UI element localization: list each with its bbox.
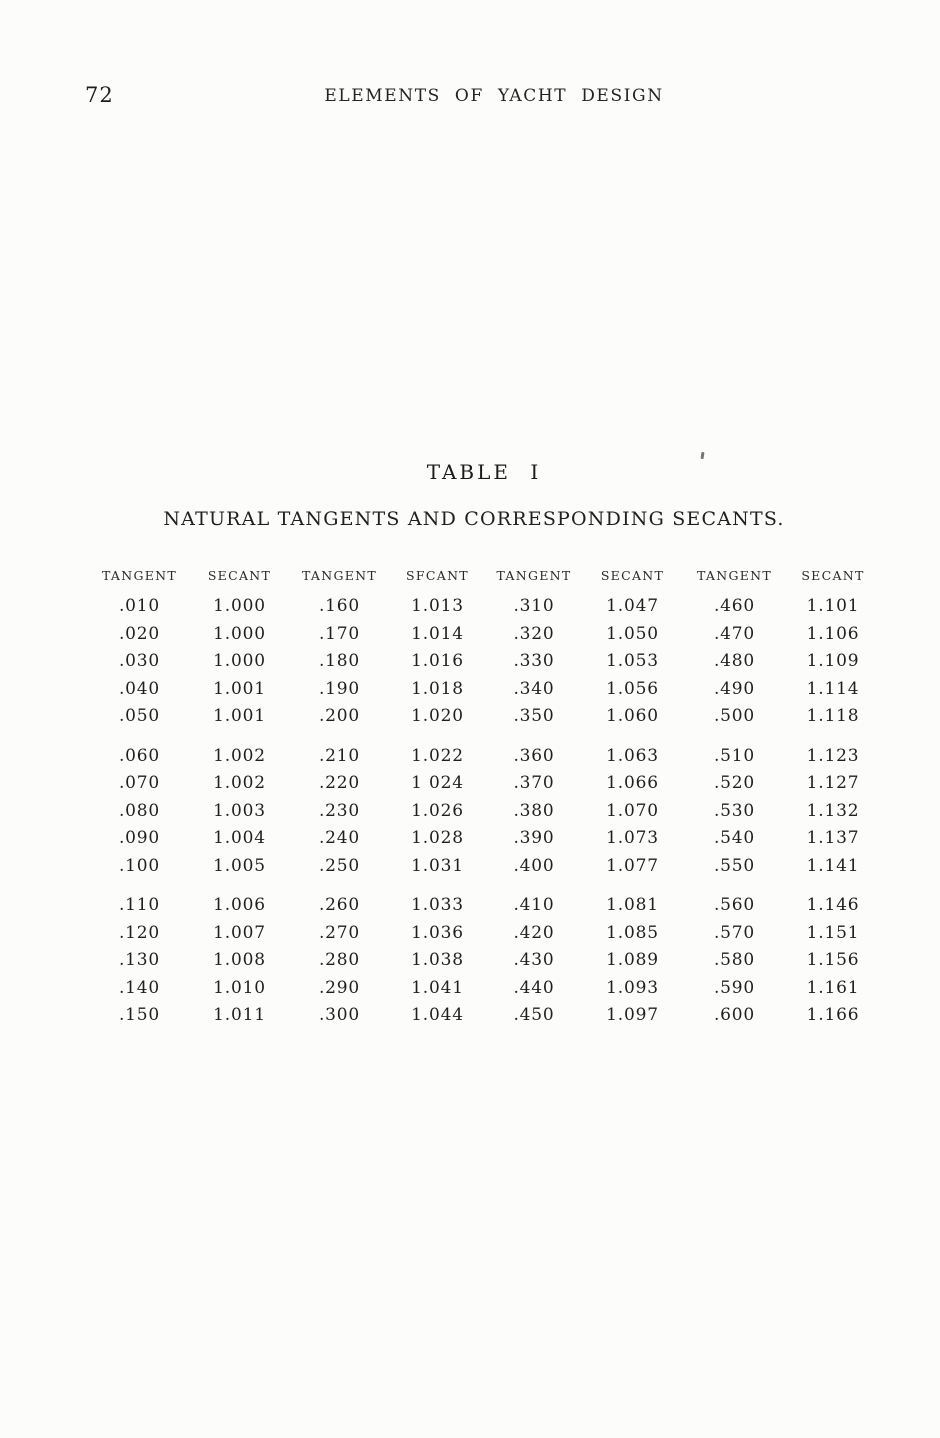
tangent-value: .270 <box>318 922 361 943</box>
tangent-column-header: TANGENT <box>301 568 378 583</box>
secant-column-header: SFCANT <box>406 568 469 583</box>
secant-value: 1.002 <box>213 745 266 766</box>
secant-value: 1.077 <box>606 855 659 876</box>
table-row <box>90 770 880 798</box>
tangent-value: .130 <box>118 950 161 970</box>
table-subtitle: NATURAL TANGENTS AND CORRESPONDING SECANTS. <box>163 508 785 530</box>
tangent-value: .220 <box>318 773 361 793</box>
secant-value: 1.047 <box>606 596 659 616</box>
secant-value: 1.127 <box>806 773 860 793</box>
tangent-value: .170 <box>318 623 361 644</box>
secant-value: 1.020 <box>411 706 464 726</box>
secant-value: 1.097 <box>606 1005 659 1025</box>
tangent-value: .240 <box>318 828 361 848</box>
secant-value: 1.016 <box>411 651 464 671</box>
secant-value: 1.041 <box>411 977 464 998</box>
secant-value: 1.011 <box>213 1005 266 1025</box>
secant-value: 1.132 <box>806 800 860 821</box>
secant-value: 1.038 <box>411 950 464 970</box>
secant-value: 1.141 <box>806 855 860 876</box>
tangent-value: .110 <box>118 895 161 915</box>
tangent-value: .140 <box>118 977 161 998</box>
secant-value: 1.036 <box>411 922 464 943</box>
secant-value: 1.006 <box>213 895 266 915</box>
secant-value: 1.013 <box>411 596 464 616</box>
secant-value: 1.156 <box>806 950 860 970</box>
tangent-value: .210 <box>318 745 361 766</box>
tangent-column-header: TANGENT <box>101 568 178 583</box>
table-row <box>90 947 880 975</box>
tangent-value: .090 <box>118 828 161 848</box>
tangent-value: .320 <box>513 623 555 644</box>
tangent-value: .120 <box>118 922 161 943</box>
secant-column-header: SECANT <box>207 568 272 583</box>
secant-value: 1.028 <box>411 828 464 848</box>
secant-value: 1.089 <box>606 950 659 970</box>
secant-value: 1.085 <box>606 922 659 943</box>
tangent-value: .010 <box>118 596 161 616</box>
secant-value: 1.018 <box>411 678 464 699</box>
tangent-value: .560 <box>713 895 756 915</box>
secant-value: 1.073 <box>606 828 659 848</box>
tangent-value: .420 <box>513 922 555 943</box>
tangent-value: .020 <box>118 623 161 644</box>
secant-value: 1.031 <box>411 855 464 876</box>
table-row-block <box>90 593 880 731</box>
tangent-value: .280 <box>318 950 361 970</box>
secant-column-header: SECANT <box>600 568 665 583</box>
table-title: TABLE I <box>426 460 542 484</box>
tangent-value: .050 <box>118 706 161 726</box>
secant-column-header: SECANT <box>801 568 865 583</box>
secant-value: 1.007 <box>213 922 266 943</box>
secant-value: 1.066 <box>606 773 659 793</box>
secant-value: 1.081 <box>606 895 659 915</box>
secant-value: 1.101 <box>806 596 860 616</box>
tangent-value: .380 <box>513 800 555 821</box>
secant-value: 1.014 <box>411 623 464 644</box>
secant-value: 1.008 <box>213 950 266 970</box>
tangent-value: .460 <box>713 596 756 616</box>
tangent-value: .400 <box>513 855 555 876</box>
tangent-value: .300 <box>318 1005 361 1025</box>
table-row <box>90 975 880 1003</box>
tangent-value: .600 <box>713 1005 756 1025</box>
secant-value: 1.166 <box>806 1005 860 1025</box>
secant-value: 1.010 <box>213 977 266 998</box>
secant-value: 1.114 <box>806 678 860 699</box>
tangent-value: .350 <box>513 706 555 726</box>
tangent-value: .200 <box>318 706 361 726</box>
table-row <box>90 920 880 948</box>
secant-value: 1.151 <box>806 922 860 943</box>
table-header-row <box>90 568 880 593</box>
tangent-value: .490 <box>713 678 756 699</box>
secant-value: 1.005 <box>213 855 266 876</box>
secant-value: 1.063 <box>606 745 659 766</box>
tangent-value: .080 <box>118 800 161 821</box>
secant-value: 1.026 <box>411 800 464 821</box>
scan-speck-mark <box>701 452 705 459</box>
tangent-value: .480 <box>713 651 756 671</box>
tangent-value: .360 <box>513 745 555 766</box>
secant-value: 1.137 <box>806 828 860 848</box>
tangent-value: .160 <box>318 596 361 616</box>
tangent-value: .150 <box>118 1005 161 1025</box>
tangent-value: .070 <box>118 773 161 793</box>
secant-value: 1.060 <box>606 706 659 726</box>
secant-value: 1.050 <box>606 623 659 644</box>
secant-value: 1.118 <box>806 706 860 726</box>
tangent-value: .260 <box>318 895 361 915</box>
secant-value: 1.044 <box>411 1005 464 1025</box>
secant-value: 1.000 <box>213 596 266 616</box>
secant-value: 1.053 <box>606 651 659 671</box>
tangent-value: .520 <box>713 773 756 793</box>
table-row <box>90 676 880 704</box>
table-row-block <box>90 892 880 1030</box>
tangent-value: .100 <box>118 855 161 876</box>
tangent-column-header: TANGENT <box>496 568 572 583</box>
secant-value: 1.033 <box>411 895 464 915</box>
table-row <box>90 798 880 826</box>
tangent-value: .390 <box>513 828 555 848</box>
tangent-value: .570 <box>713 922 756 943</box>
tangent-value: .340 <box>513 678 555 699</box>
secant-value: 1.146 <box>806 895 860 915</box>
secant-value: 1 024 <box>411 773 464 793</box>
table-row <box>90 892 880 920</box>
secant-value: 1.001 <box>213 706 266 726</box>
table-row <box>90 648 880 676</box>
secant-value: 1.109 <box>806 651 860 671</box>
secant-value: 1.106 <box>806 623 860 644</box>
tangent-value: .500 <box>713 706 756 726</box>
tangent-value: .510 <box>713 745 756 766</box>
tangent-value: .030 <box>118 651 161 671</box>
secant-value: 1.022 <box>411 745 464 766</box>
tangent-value: .450 <box>513 1005 555 1025</box>
secant-value: 1.000 <box>213 623 266 644</box>
tangent-value: .550 <box>713 855 756 876</box>
tangent-column-header: TANGENT <box>696 568 773 583</box>
secant-value: 1.123 <box>806 745 860 766</box>
tangent-value: .590 <box>713 977 756 998</box>
table-row <box>90 825 880 853</box>
table-row <box>90 593 880 621</box>
tangent-value: .310 <box>513 596 555 616</box>
secant-value: 1.002 <box>213 773 266 793</box>
tangent-value: .230 <box>318 800 361 821</box>
table-row <box>90 853 880 881</box>
tangent-value: .430 <box>513 950 555 970</box>
table-row <box>90 1002 880 1030</box>
tangent-value: .580 <box>713 950 756 970</box>
tangent-value: .410 <box>513 895 555 915</box>
secant-value: 1.001 <box>213 678 266 699</box>
secant-value: 1.056 <box>606 678 659 699</box>
tangent-value: .250 <box>318 855 361 876</box>
table-row <box>90 621 880 649</box>
tangent-value: .540 <box>713 828 756 848</box>
tangent-value: .470 <box>713 623 756 644</box>
tangent-value: .330 <box>513 651 555 671</box>
table-row <box>90 703 880 731</box>
table-row-block <box>90 743 880 881</box>
secant-value: 1.070 <box>606 800 659 821</box>
tangent-value: .180 <box>318 651 361 671</box>
secant-value: 1.003 <box>213 800 266 821</box>
secant-value: 1.093 <box>606 977 659 998</box>
tangent-value: .040 <box>118 678 161 699</box>
table-row <box>90 743 880 771</box>
secant-value: 1.004 <box>213 828 266 848</box>
secant-value: 1.000 <box>213 651 266 671</box>
page-number: 72 <box>85 83 114 107</box>
tangent-value: .190 <box>318 678 361 699</box>
tangent-value: .290 <box>318 977 361 998</box>
tangent-value: .440 <box>513 977 555 998</box>
tangent-secant-table <box>90 568 880 1030</box>
tangent-value: .530 <box>713 800 756 821</box>
tangent-value: .060 <box>118 745 161 766</box>
tangent-value: .370 <box>513 773 555 793</box>
running-header: ELEMENTS OF YACHT DESIGN <box>324 86 664 106</box>
secant-value: 1.161 <box>806 977 860 998</box>
